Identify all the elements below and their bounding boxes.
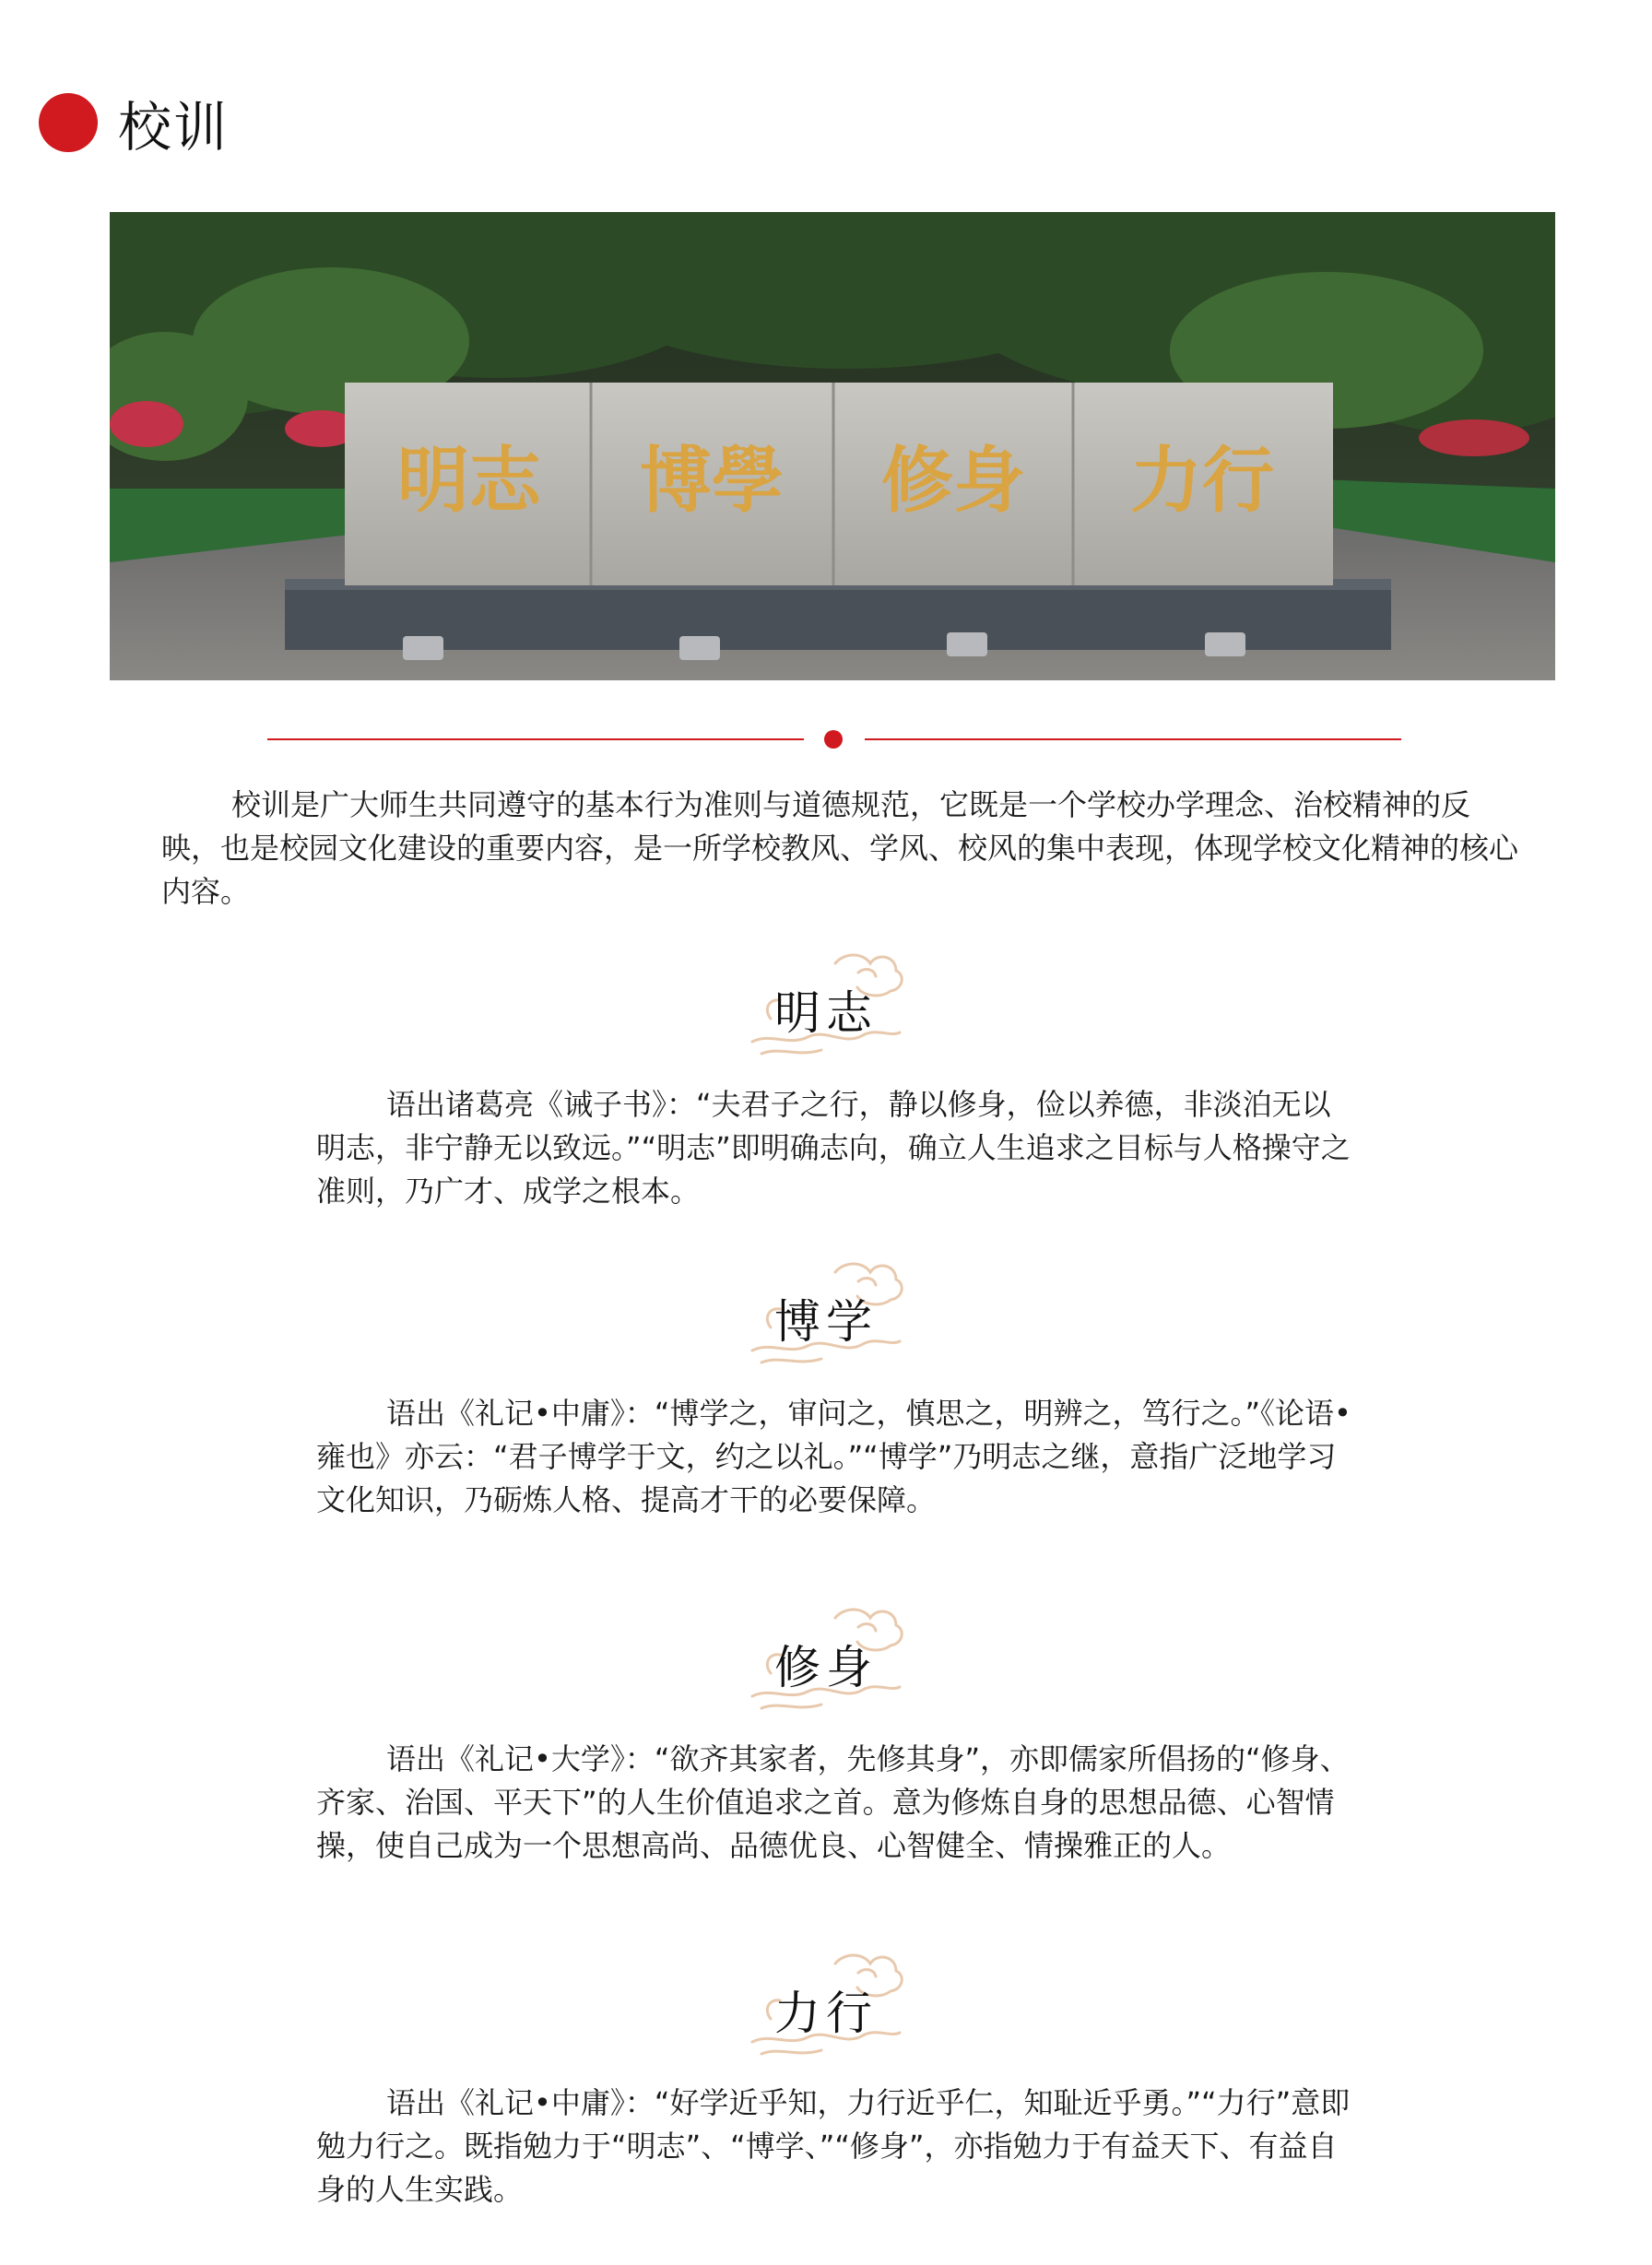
- section-text: 语出诸葛亮《诫子书》：“夫君子之行，静以修身，俭以养德，非淡泊无以明志，非宁静无以致远。”“明志”即明确志向，确立人生追求之目标与人格操守之准则，乃广才、成学之根本。: [316, 1087, 1351, 1209]
- section-title-mingzhi: [688, 945, 964, 1065]
- section-text: 语出《礼记•中庸》：“好学近乎知，力行近乎仁，知耻近乎勇。”“力行”意即勉力行之。既指勉力于“明志”、“博学、”“修身”，亦指勉力于有益天下、有益自身的人生实践。: [316, 2085, 1351, 2207]
- inscription-2: 博學: [639, 439, 785, 523]
- intro-paragraph: [161, 784, 1526, 914]
- section-label: 力行: [774, 1987, 878, 2040]
- page-title: 校训: [118, 96, 230, 159]
- header-red-dot: [39, 93, 98, 152]
- section-label: 修身: [774, 1641, 878, 1694]
- section-paragraph-lixing: [316, 2082, 1358, 2212]
- section-title-xiushen: [688, 1599, 964, 1719]
- campus-motto-stone-photo: [110, 212, 1555, 680]
- section-text: 语出《礼记•中庸》：“博学之，审问之，慎思之，明辨之，笃行之。”《论语•雍也》亦云：“君子博学于文，约之以礼。”“博学”乃明志之继，意指广泛地学习文化知识，乃砺炼人格、提高才干的必要保障。: [316, 1396, 1351, 1517]
- divider-dot: [824, 730, 843, 749]
- section-paragraph-xiushen: [316, 1738, 1358, 1868]
- divider-line-right: [865, 738, 1401, 740]
- section-text: 语出《礼记•大学》：“欲齐其家者，先修其身”，亦即儒家所倡扬的“修身、齐家、治国、平天下”的人生价值追求之首。意为修炼自身的思想品德、心智情操，使自己成为一个思想高尚、品德优良、心智健全、情操雅正的人。: [316, 1741, 1350, 1863]
- divider-line-left: [267, 738, 804, 740]
- section-paragraph-boxue: [316, 1392, 1358, 1522]
- page-header: [39, 90, 230, 159]
- inscription-3: 修身: [880, 439, 1026, 523]
- section-divider: [267, 728, 1401, 750]
- section-label: 明志: [774, 986, 878, 1040]
- inscription-4: 力行: [1129, 439, 1275, 523]
- section-title-lixing: [688, 1945, 964, 2065]
- section-title-boxue: [688, 1254, 964, 1374]
- section-paragraph-mingzhi: [316, 1083, 1358, 1213]
- intro-text: 校训是广大师生共同遵守的基本行为准则与道德规范，它既是一个学校办学理念、治校精神的反映，也是校园文化建设的重要内容，是一所学校教风、学风、校风的集中表现，体现学校文化精神的核心内容。: [161, 787, 1519, 909]
- inscription-1: 明志: [396, 439, 542, 523]
- section-label: 博学: [774, 1295, 878, 1349]
